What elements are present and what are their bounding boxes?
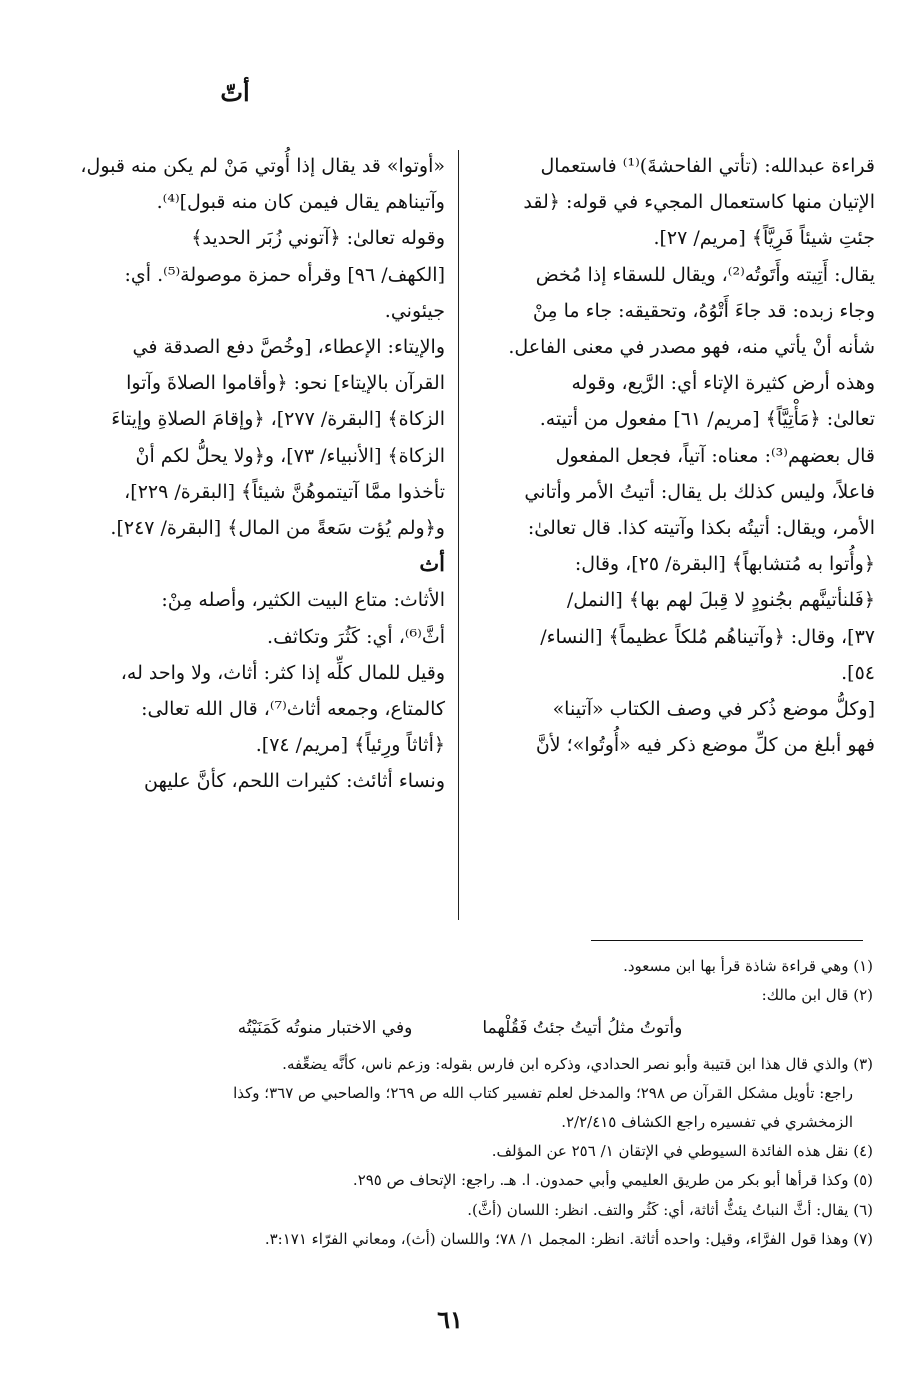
verse-first-hemistich: وأتوتُ مثلُ أتيتُ جئتُ فَقُلْهما bbox=[482, 1018, 683, 1039]
text-line: الأثاث: متاع البيت الكثير، وأصله مِنْ: bbox=[161, 589, 445, 612]
text-line: ٣٧]، وقال: ﴿وآتيناهُم مُلكاً عظيماً﴾ [النساء/ bbox=[540, 625, 875, 648]
text-line: والإيتاء: الإعطاء، [وخُصَّ دفع الصدقة في bbox=[132, 336, 445, 359]
text-line: قراءة عبدالله: (تأتي الفاحشةَ)⁽¹⁾ فاستعمال bbox=[540, 155, 875, 177]
entry-heading: أث bbox=[419, 551, 445, 577]
text-line: ﴿وأُتوا به مُتشابهاً﴾ [البقرة/ ٢٥]، وقال: bbox=[574, 553, 875, 576]
text-line: وقيل للمال كلِّه إذا كثر: أثاث، ولا واحد له، bbox=[120, 661, 445, 684]
text-line: و﴿ولم يُؤت سَعةً من المال﴾ [البقرة/ ٢٤٧]. bbox=[110, 517, 445, 540]
text-line: وجاء زبده: قد جاءَ أَتْوُهُ، وتحقيقه: جاء ما مِنْ bbox=[532, 299, 875, 322]
verse-second-hemistich: وفي الاختبار منوتُه كَمَنَيْتُه bbox=[237, 1018, 413, 1039]
text-line: شأنه أنْ يأتي منه، فهو مصدر في معنى الفاعل. bbox=[508, 336, 875, 359]
text-line: قال بعضهم⁽³⁾: معناه: آتياً، فجعل المفعول bbox=[555, 444, 875, 467]
footnote-3-continuation: الزمخشري في تفسيره راجع الكشاف ٢/٢/٤١٥. bbox=[561, 1113, 853, 1132]
running-header: أتّ bbox=[220, 78, 250, 107]
text-line: تأخذوا ممَّا آتيتموهُنَّ شيئاً﴾ [البقرة/ ٢٢٩]، bbox=[124, 480, 445, 503]
text-line: وقوله تعالىٰ: ﴿آتوني زُبَر الحديد﴾ bbox=[191, 227, 445, 250]
text-line: فاعلاً، وليس كذلك بل يقال: أتيتُ الأمر وأتاني bbox=[524, 480, 875, 503]
text-line: الأمر، ويقال: أتيتُه بكذا وآتيته كذا. قال تعالىٰ: bbox=[527, 517, 875, 540]
footnote-1: (١) وهي قراءة شاذة قرأ بها ابن مسعود. bbox=[623, 957, 873, 975]
footnotes bbox=[47, 952, 873, 1254]
footnote-7: (٧) وهذا قول الفرَّاء، وقيل: واحده أثاثة. انظر: المجمل ١/ ٧٨؛ واللسان (أث)، ومعاني الفرّاء ٣:١٧١. bbox=[264, 1229, 873, 1248]
text-line: الإتيان منها كاستعمال المجيء في قوله: ﴿لقد bbox=[523, 191, 875, 214]
text-line: [الكهف/ ٩٦] وقرأه حمزة موصولة⁽⁵⁾. أي: bbox=[124, 263, 445, 286]
text-line: جيئوني. bbox=[384, 299, 445, 322]
footnote-2: (٢) قال ابن مالك: bbox=[761, 986, 873, 1005]
text-line: ﴿فَلنأتينَّهم بجُنودٍ لا قِبلَ لهم بها﴾ [النمل/ bbox=[566, 589, 875, 612]
text-line: «أوتوا» قد يقال إذا أُوتي مَنْ لم يكن منه قبول، bbox=[80, 155, 445, 177]
text-line: يقال: أَتِيته وأَتَوتُه⁽²⁾، ويقال للسقاء إذا مُخض bbox=[535, 263, 875, 286]
text-line: فهو أبلغ من كلِّ موضع ذكر فيه «أُوتُوا»؛ لأنَّ bbox=[535, 734, 875, 757]
footnote-4: (٤) نقل هذه الفائدة السيوطي في الإتقان ١/ ٢٥٦ عن المؤلف. bbox=[491, 1142, 873, 1161]
text-line: الزكاة﴾ [الأنبياء/ ٧٣]، و﴿ولا يحلُّ لكم أنْ bbox=[135, 444, 445, 467]
text-line: الزكاة﴾ [البقرة/ ٢٧٧]، ﴿وإقامَ الصلاةِ وإيتاءَ bbox=[111, 408, 445, 431]
text-line: ﴿أثاثاً ورِئياً﴾ [مريم/ ٧٤]. bbox=[255, 734, 445, 757]
text-line: [وكلُّ موضع ذُكر في وصف الكتاب «آتينا» bbox=[552, 698, 875, 721]
text-line: تعالىٰ: ﴿مَأْتِيَّاً﴾ [مريم/ ٦١] مفعول من أتيته. bbox=[539, 408, 875, 431]
column-divider bbox=[458, 150, 459, 920]
text-line: وآتيناهم يقال فيمن كان منه قبول]⁽⁴⁾. bbox=[156, 191, 445, 214]
footnote-3: (٣) والذي قال هذا ابن قتيبة وأبو نصر الحدادي، وذكره ابن فارس بقوله: وزعم ناس، كأنَّه يضعِّفه. bbox=[282, 1054, 873, 1073]
text-line: أثَّ⁽⁶⁾، أي: كَثُرَ وتكاثف. bbox=[267, 625, 445, 648]
poetry-verse bbox=[47, 1014, 873, 1043]
left-column bbox=[50, 148, 445, 800]
text-line: جئتِ شيئاً فَرِيَّاً﴾ [مريم/ ٢٧]. bbox=[653, 227, 875, 250]
right-column bbox=[470, 148, 875, 763]
text-line: ونساء أثائث: كثيرات اللحم، كأنَّ عليهن bbox=[144, 770, 445, 793]
text-line: وهذه أرض كثيرة الإتاء أي: الرَّيع، وقوله bbox=[571, 372, 875, 395]
footnote-5: (٥) وكذا قرأها أبو بكر من طريق العليمي وأبي حمدون. ا. هـ. راجع: الإتحاف ص ٢٩٥. bbox=[352, 1171, 873, 1190]
text-line: القرآن بالإيتاء] نحو: ﴿وأقاموا الصلاةَ وآتوا bbox=[126, 372, 445, 395]
footnote-rule bbox=[591, 940, 863, 941]
text-line: كالمتاع، وجمعه أثاث⁽⁷⁾، قال الله تعالى: bbox=[141, 698, 445, 721]
text-line: ٥٤]. bbox=[841, 661, 875, 684]
footnote-3-continuation: راجع: تأويل مشكل القرآن ص ٢٩٨؛ والمدخل لعلم تفسير كتاب الله ص ٢٦٩؛ والصاحبي ص ٣٦٧؛ وكذا bbox=[233, 1083, 853, 1102]
page-number: ٦١ bbox=[437, 1305, 463, 1334]
footnote-6: (٦) يقال: أثَّ النباتُ يئثُّ أثاثة، أي: كَثُر والتف. انظر: اللسان (أثَّ). bbox=[467, 1200, 873, 1219]
